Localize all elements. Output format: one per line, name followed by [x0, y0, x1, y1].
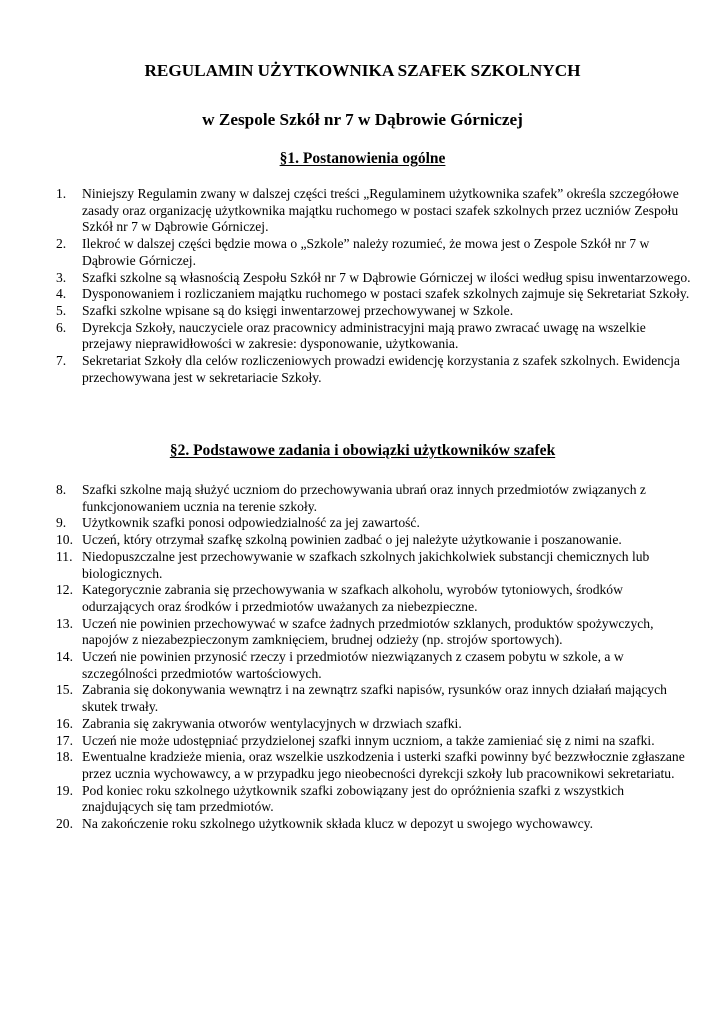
list-item [56, 749, 696, 782]
item-number: 14. [56, 649, 73, 665]
item-text: Uczeń, który otrzymał szafkę szkolną powinien zadbać o jej należyte użytkowanie i poszanowanie. [82, 532, 622, 548]
item-text: Dysponowaniem i rozliczaniem majątku ruchomego w postaci szafek szkolnych zajmuje się Sekretariat Szkoły. [82, 286, 690, 302]
item-number: 4. [56, 286, 67, 302]
list-item [56, 353, 696, 386]
item-number: 16. [56, 715, 73, 731]
section1-heading: §1. Postanowienia ogólne [279, 150, 446, 167]
item-text: Szafki szkolne wpisane są do księgi inwentarzowej przechowywanej w Szkole. [82, 302, 514, 318]
item-text: Zabrania się zakrywania otworów wentylacyjnych w drzwiach szafki. [82, 715, 462, 731]
section1-list [56, 186, 696, 386]
item-number: 20. [56, 816, 73, 832]
list-item [56, 482, 696, 515]
list-item [56, 733, 696, 750]
item-number: 18. [56, 749, 73, 765]
item-text: Dyrekcja Szkoły, nauczyciele oraz pracownicy administracyjni mają prawo zwracać uwagę na wszelkie przejawy nieprawidłowości w zakresie: dysponowanie, użytkowania. [82, 319, 646, 352]
item-text: Użytkownik szafki ponosi odpowiedzialność za jej zawartość. [82, 515, 420, 531]
item-text: Niniejszy Regulamin zwany w dalszej części treści „Regulaminem użytkownika szafek” określa szczegółowe zasady oraz organizację użytkownika majątku ruchomego w postaci szafek szkolnych przez uczniów Zespołu Szkół nr 7 w Dąbrowie Górniczej. [82, 186, 679, 235]
item-text: Na zakończenie roku szkolnego użytkownik składa klucz w depozyt u swojego wychowawcy. [82, 816, 593, 832]
list-item [56, 186, 696, 236]
list-item [56, 816, 696, 833]
item-number: 9. [56, 515, 67, 531]
item-number: 10. [56, 532, 73, 548]
item-text: Uczeń nie powinien przynosić rzeczy i przedmiotów niezwiązanych z czasem pobytu w szkole, a w szczególności przedmiotów wartościowych. [82, 649, 624, 681]
list-item [56, 616, 696, 649]
list-item [56, 532, 696, 549]
item-number: 8. [56, 482, 67, 497]
list-item [56, 682, 696, 715]
item-text: Uczeń nie powinien przechowywać w szafce żadnych przedmiotów szklanych, produktów spożywczych, napojów z niezabezpieczonym zamknięciem, brudnej odzieży (np. strojów sportowych). [82, 615, 654, 648]
item-number: 5. [56, 302, 67, 318]
item-text: Szafki szkolne są własnością Zespołu Szkół nr 7 w Dąbrowie Górniczej w ilości według spisu inwentarzowego. [82, 269, 691, 285]
item-text: Ewentualne kradzieże mienia, oraz wszelkie uszkodzenia i usterki szafki powinny być bezzwłocznie zgłaszane przez ucznia wychowawcy, a w przypadku jego nieobecności dyrekcji szkoły lub pracownikowi sekretariatu. [82, 749, 685, 781]
item-text: Kategorycznie zabrania się przechowywania w szafkach alkoholu, wyrobów tytoniowych, środków odurzających oraz środków i przedmiotów uważanych za niebezpieczne. [82, 582, 623, 614]
item-number: 12. [56, 582, 73, 598]
item-number: 1. [56, 186, 67, 201]
list-item [56, 515, 696, 532]
list-item [56, 549, 696, 582]
list-item [56, 320, 696, 353]
item-number: 19. [56, 782, 73, 798]
list-item [56, 649, 696, 682]
item-number: 7. [56, 353, 67, 369]
item-number: 3. [56, 269, 67, 285]
item-text: Sekretariat Szkoły dla celów rozliczeniowych prowadzi ewidencję korzystania z szafek szkolnych. Ewidencja przechowywana jest w sekretariacie Szkoły. [82, 353, 680, 385]
list-item [56, 582, 696, 615]
list-item [56, 270, 696, 287]
list-item [56, 303, 696, 320]
document-subtitle: w Zespole Szkół nr 7 w Dąbrowie Górniczej [202, 110, 523, 129]
item-number: 15. [56, 682, 73, 698]
item-text: Pod koniec roku szkolnego użytkownik szafki zobowiązany jest do opróżnienia szafki z wszystkich znajdujących się tam przedmiotów. [82, 782, 625, 815]
item-number: 17. [56, 732, 73, 748]
list-item [56, 286, 696, 303]
item-text: Zabrania się dokonywania wewnątrz i na zewnątrz szafki napisów, rysunków oraz innych działań mających skutek trwały. [82, 682, 667, 715]
item-number: 13. [56, 615, 73, 631]
item-number: 6. [56, 319, 67, 335]
item-number: 11. [56, 548, 73, 564]
section2-list [56, 482, 696, 833]
item-text: Uczeń nie może udostępniać przydzielonej szafki innym uczniom, a także zamieniać się z nimi na szafki. [82, 732, 655, 748]
item-text: Szafki szkolne mają służyć uczniom do przechowywania ubrań oraz innych przedmiotów związanych z funkcjonowaniem ucznia na terenie szkoły. [82, 482, 646, 514]
list-item [56, 236, 696, 269]
list-item [56, 716, 696, 733]
document-title: REGULAMIN UŻYTKOWNIKA SZAFEK SZKOLNYCH [144, 61, 581, 80]
item-text: Niedopuszczalne jest przechowywanie w szafkach szkolnych jakichkolwiek substancji chemicznych lub biologicznych. [82, 548, 650, 581]
list-item [56, 783, 696, 816]
section2-heading: §2. Podstawowe zadania i obowiązki użytkowników szafek [169, 442, 556, 459]
item-number: 2. [56, 236, 67, 252]
item-text: Ilekroć w dalszej części będzie mowa o „Szkole” należy rozumieć, że mowa jest o Zespole Szkół nr 7 w Dąbrowie Górniczej. [82, 236, 650, 268]
